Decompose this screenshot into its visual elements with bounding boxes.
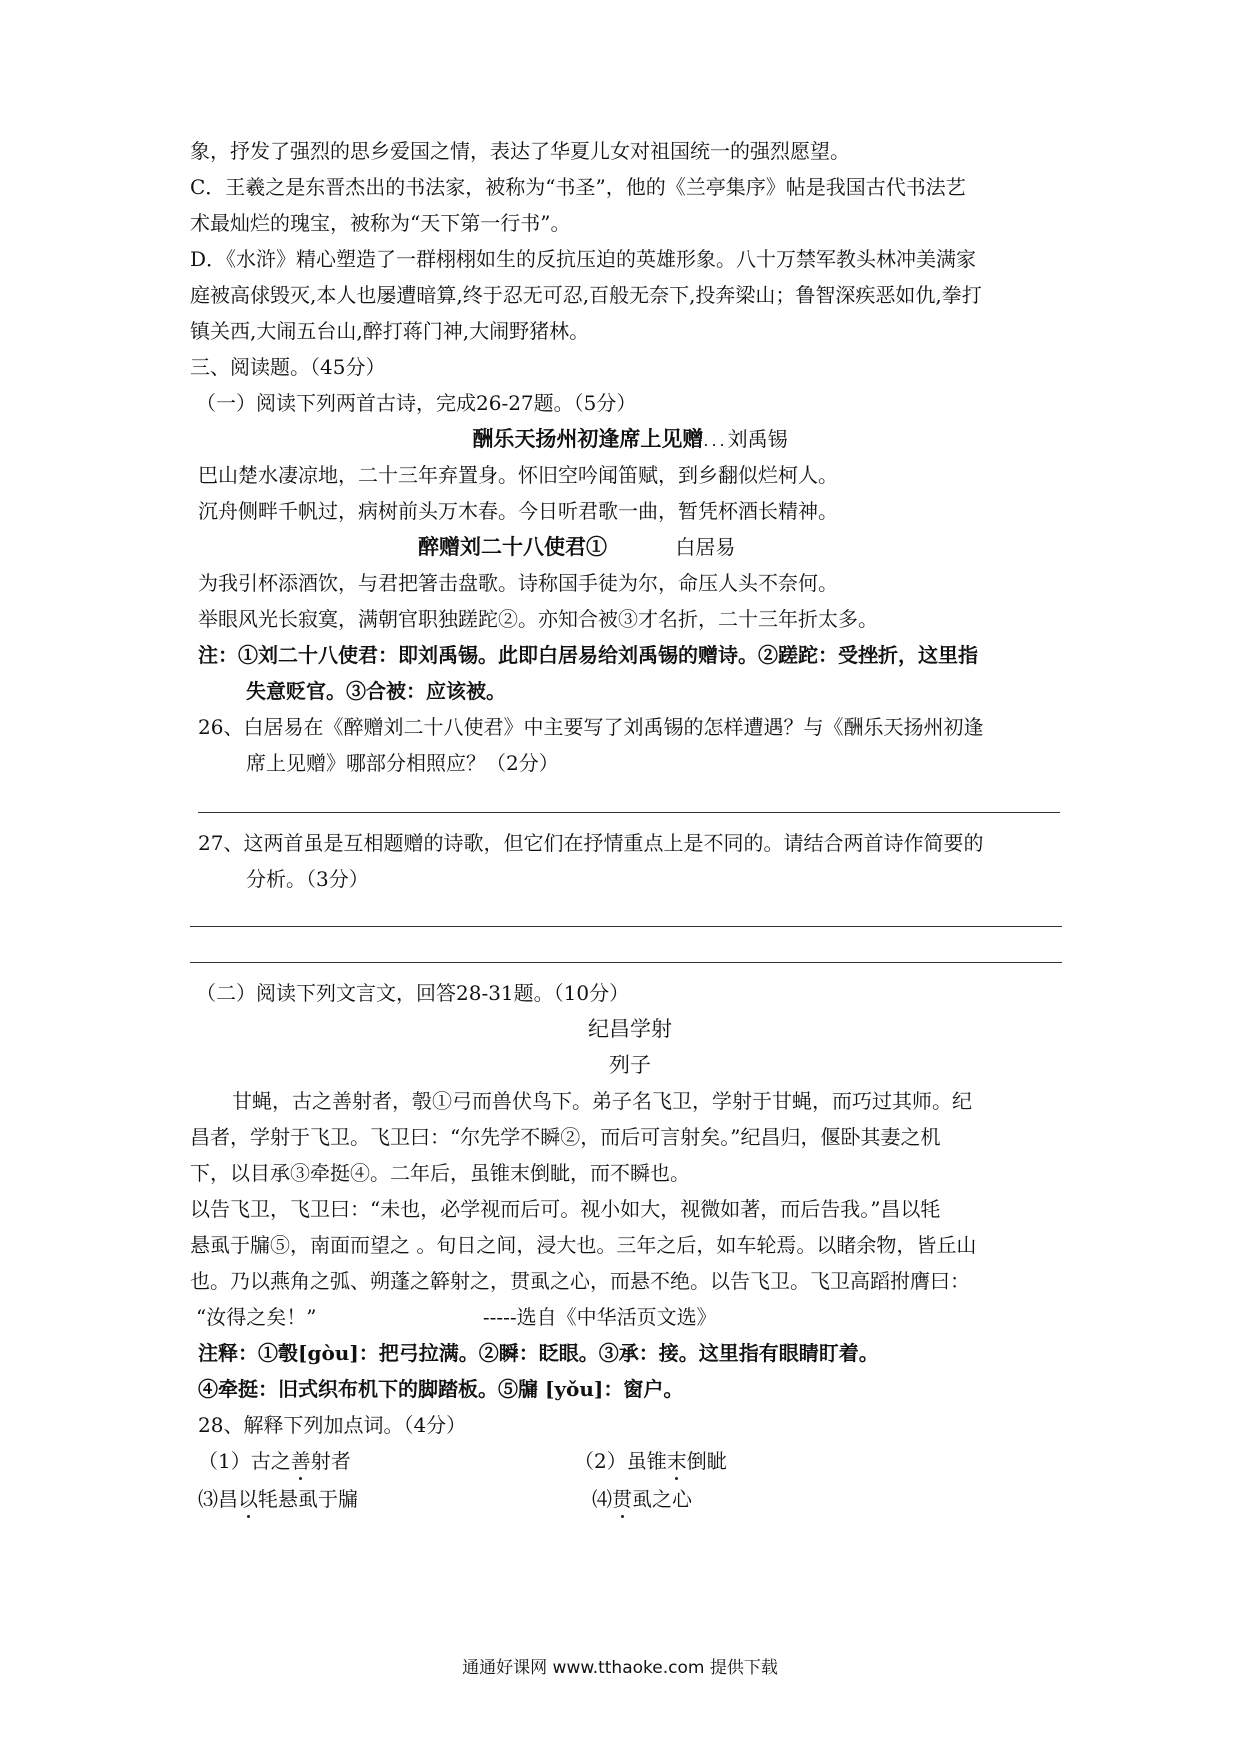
- option-d-line2: 庭被高俅毁灭,本人也屡遭暗算,终于忍无可忍,百般无奈下,投奔梁山；鲁智深疾恶如仇,拳打: [190, 283, 982, 307]
- prose-line5: 悬虱于牖⑤，南面而望之 。旬日之间，浸大也。三年之后，如车轮焉。以睹余物，皆丘山: [190, 1233, 977, 1257]
- section-heading: 三、阅读题。（45分）: [190, 355, 386, 379]
- prose-line7: [196, 1302, 1076, 1332]
- question-26-line2: 席上见赠》哪部分相照应？（2分）: [246, 751, 559, 775]
- poem1-title-line: [190, 424, 1070, 456]
- prose-author: 列子: [609, 1053, 651, 1077]
- q28-item-4-suffix: 虱之心: [632, 1487, 692, 1511]
- prose-quote: “汝得之矣！”: [196, 1305, 317, 1329]
- option-c-line2: 术最灿烂的瑰宝，被称为“天下第一行书”。: [190, 211, 571, 235]
- prose-line4: 以告飞卫，飞卫曰：“未也，必学视而后可。视小如大，视微如著，而后告我。”昌以牦: [190, 1197, 941, 1221]
- prose-line3: 下，以目承③牵挺④。二年后，虽锥末倒眦，而不瞬也。: [190, 1161, 690, 1185]
- prose-line1: 甘蝇，古之善射者，彀①弓而兽伏鸟下。弟子名飞卫，学射于甘蝇，而巧过其师。纪: [232, 1089, 972, 1113]
- q28-item-1: [198, 1446, 351, 1476]
- question-26-line1: 26、白居易在《醉赠刘二十八使君》中主要写了刘禹锡的怎样遭遇？与《酬乐天扬州初逢: [198, 715, 984, 739]
- q28-item-2-dotted-word: 末: [666, 1449, 687, 1473]
- q28-item-4-prefix: ⑷: [592, 1487, 612, 1511]
- poem1-line2: 沉舟侧畔千帆过，病树前头万木春。今日听君歌一曲，暂凭杯酒长精神。: [198, 499, 838, 523]
- q28-item-1-prefix: （1）古之: [198, 1449, 291, 1473]
- q28-item-4-dotted-word: 贯: [612, 1487, 632, 1511]
- poem2-title-line: [418, 532, 1240, 562]
- answer-line-27a[interactable]: [190, 926, 1062, 927]
- poem-note-line1: 注：①刘二十八使君：即刘禹锡。此即白居易给刘禹锡的赠诗。②蹉跎：受挫折，这里指: [198, 643, 978, 667]
- prose-title: 纪昌学射: [588, 1017, 672, 1041]
- q28-item-4: [592, 1484, 692, 1514]
- answer-line-27b[interactable]: [190, 962, 1062, 963]
- annotation-line2: ④牵挺：旧式织布机下的脚踏板。⑤牖 [yǒu]：窗户。: [198, 1377, 684, 1401]
- poem1-title: 酬乐天扬州初逢席上见赠: [472, 426, 704, 451]
- poem1-dots: ...: [703, 431, 728, 450]
- poem2-line2: 举眼风光长寂寞，满朝官职独蹉跎②。亦知合被③才名折，二十三年折太多。: [198, 607, 878, 631]
- question-28: 28、解释下列加点词。（4分）: [198, 1413, 467, 1437]
- prose-source: -----选自《中华活页文选》: [482, 1305, 717, 1329]
- part2-heading: （二）阅读下列文言文，回答28-31题。（10分）: [196, 981, 630, 1005]
- prose-line2: 昌者，学射于飞卫。飞卫曰：“尔先学不瞬②，而后可言射矣。”纪昌归，偃卧其妻之机: [190, 1125, 941, 1149]
- option-c-line1: C．王羲之是东晋杰出的书法家，被称为“书圣”，他的《兰亭集序》帖是我国古代书法艺: [190, 175, 966, 199]
- prose-line6: 也。乃以燕角之弧、朔蓬之簳射之，贯虱之心，而悬不绝。以告飞卫。飞卫高蹈拊膺曰：: [190, 1269, 970, 1293]
- poem2-author: 白居易: [675, 535, 736, 559]
- poem1-line1: 巴山楚水凄凉地，二十三年弃置身。怀旧空吟闻笛赋，到乡翻似烂柯人。: [198, 463, 838, 487]
- q28-item-1-suffix: 射者: [310, 1449, 351, 1473]
- question-27-line1: 27、这两首虽是互相题赠的诗歌，但它们在抒情重点上是不同的。请结合两首诗作简要的: [198, 831, 984, 855]
- q28-item-1-dotted-word: 善: [290, 1449, 311, 1473]
- poem2-line1: 为我引杯添酒饮，与君把箸击盘歌。诗称国手徒为尔，命压人头不奈何。: [198, 571, 838, 595]
- question-27-line2: 分析。（3分）: [246, 867, 369, 891]
- q28-item-3-dotted-word: 以: [238, 1487, 258, 1511]
- poem1-author: 刘禹锡: [727, 427, 788, 451]
- part1-heading: （一）阅读下列两首古诗，完成26-27题。（5分）: [196, 391, 637, 415]
- poem2-title: 醉赠刘二十八使君①: [418, 534, 607, 559]
- q28-item-2-suffix: 倒眦: [686, 1449, 727, 1473]
- text-line: 象，抒发了强烈的思乡爱国之情，表达了华夏儿女对祖国统一的强烈愿望。: [190, 139, 850, 163]
- option-d-line1: D．《水浒》精心塑造了一群栩栩如生的反抗压迫的英雄形象。八十万禁军教头林冲美满家: [190, 247, 977, 271]
- q28-item-3-prefix: ⑶昌: [198, 1487, 238, 1511]
- q28-item-2-prefix: （2）虽锥: [574, 1449, 667, 1473]
- option-d-line3: 镇关西,大闹五台山,醉打蒋门神,大闹野猪林。: [190, 319, 590, 343]
- answer-line-26[interactable]: [198, 812, 1060, 813]
- q28-item-3-suffix: 牦悬虱于牖: [258, 1487, 358, 1511]
- q28-item-2: [574, 1446, 727, 1476]
- page-footer: 通通好课网 www.tthaoke.com 提供下载: [462, 1658, 778, 1678]
- poem-note-line2: 失意贬官。③合被：应该被。: [246, 679, 506, 703]
- q28-item-3: [198, 1484, 358, 1514]
- annotation-line1: 注释：①彀[gòu]：把弓拉满。②瞬：眨眼。③承：接。这里指有眼睛盯着。: [198, 1341, 879, 1365]
